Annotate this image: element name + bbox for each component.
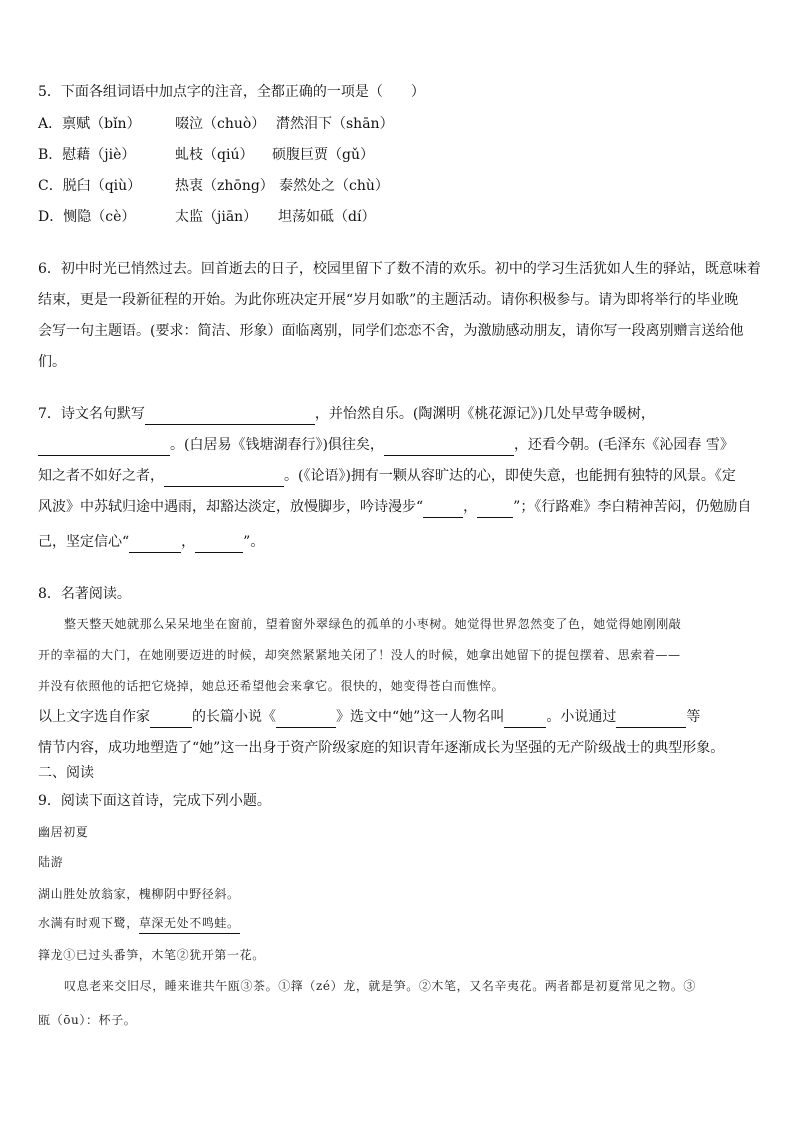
q7-line-2: 。(白居易《钱塘湖春行》)俱往矣， ，还看今朝。(毛泽东《沁园春 雪》 — [38, 435, 734, 456]
q9-stem: 9．阅读下面这首诗，完成下列小题。 — [38, 793, 271, 809]
q7-line-5: 己，坚定信心“ ， ”。 — [38, 532, 264, 553]
blank[interactable] — [164, 466, 284, 487]
blank[interactable] — [145, 404, 315, 425]
section-heading: 二、阅读 — [38, 765, 94, 781]
q7-line-3: 知之者不如好之者， 。(《论语》)拥有一颗从容旷达的心，即使失意，也能拥有独特的风景。《定 — [38, 466, 736, 487]
blank[interactable] — [384, 435, 514, 456]
q8-passage-line-2: 开的幸福的大门，在她刚要迈进的时候，却突然紧紧地关闭了！没人的时候，她拿出她留下的提包摆着、思索着—— — [38, 648, 681, 662]
poem-title: 幽居初夏 — [38, 825, 89, 839]
q5-option-a: A．禀赋（bǐn） 啜泣（chuò） 潸然泪下（shān） — [38, 116, 394, 132]
poem-line-2: 水满有时观下鹭，草深无处不鸣蛙。 — [38, 913, 240, 934]
blank[interactable] — [423, 497, 463, 518]
poem-line-4-notes: 叹息老来交旧尽，睡来谁共午瓯③茶。①箨（zé）龙，就是笋。②木笔，又名辛夷花。两者都是初夏常见之物。③ — [64, 979, 697, 993]
q7-line-1: 7．诗文名句默写 ，并怡然自乐。(陶渊明《桃花源记》)几处早莺争暖树， — [38, 404, 655, 425]
blank[interactable] — [504, 707, 546, 728]
q5-stem: 5．下面各组词语中加点字的注音，全都正确的一项是（ ） — [38, 84, 425, 100]
blank[interactable] — [129, 532, 181, 553]
q8-passage-line-1: 整天整天她就那么呆呆地坐在窗前，望着窗外翠绿色的孤单的小枣树。她觉得世界忽然变了色，她觉得她刚刚敲 — [64, 617, 682, 631]
poem-line-3: 箨龙①已过头番笋，木笔②犹开第一花。 — [38, 948, 265, 962]
q6-line-3: 会写一句主题语。(要求：简洁、形象）面临离别，同学们恋恋不舍，为激励感动朋友，请你写一段离别赠言送给他 — [38, 323, 744, 339]
blank[interactable] — [150, 707, 192, 728]
poem-author: 陆游 — [38, 855, 64, 869]
q8-title: 8．名著阅读。 — [38, 586, 131, 602]
q5-option-c: C．脱臼（qiù） 热衷（zhōng） 泰然处之（chù） — [38, 178, 389, 194]
q7-line-4: 风波》中苏轼归途中遇雨，却豁达淡定，放慢脚步，吟诗漫步“ ， ”；《行路难》李白精神苦闷，仍勉励自 — [38, 497, 751, 518]
q8-question-line-1: 以上文字选自作家 的长篇小说《 》选文中“她”这一人物名叫 。小说通过 等 — [38, 707, 700, 728]
poem-notes-cont: 瓯（ōu）：杯子。 — [38, 1013, 137, 1027]
blank[interactable] — [477, 497, 513, 518]
q6-line-2: 结束，更是一段新征程的开始。为此你班决定开展“岁月如歌”的主题活动。请你积极参与。请为即将举行的毕业晚 — [38, 292, 739, 308]
q8-question-line-2: 情节内容，成功地塑造了“她”这一出身于资产阶级家庭的知识青年逐渐成长为坚强的无产阶级战士的典型形象。 — [38, 740, 725, 756]
poem-line-1: 湖山胜处放翁家，槐柳阴中野径斜。 — [38, 887, 240, 901]
blank[interactable] — [38, 435, 170, 456]
q8-passage-line-3: 并没有依照他的话把它烧掉，她总还希望他会来拿它。很快的，她变得苍白而憔悴。 — [38, 679, 505, 693]
blank[interactable] — [616, 707, 686, 728]
underlined-verse: 草深无处不鸣蛙。 — [139, 913, 240, 934]
q6-line-4: 们。 — [38, 354, 66, 370]
blank[interactable] — [195, 532, 243, 553]
q6-line-1: 6．初中时光已悄然过去。回首逝去的日子，校园里留下了数不清的欢乐。初中的学习生活犹如人生的驿站，既意味着 — [38, 261, 761, 277]
q5-option-b: B．慰藉（jiè） 虬枝（qiú） 硕腹巨贾（gǔ） — [38, 147, 374, 163]
q5-option-d: D．恻隐（cè） 太监（jiān） 坦荡如砥（dí） — [38, 209, 376, 225]
blank[interactable] — [276, 707, 336, 728]
